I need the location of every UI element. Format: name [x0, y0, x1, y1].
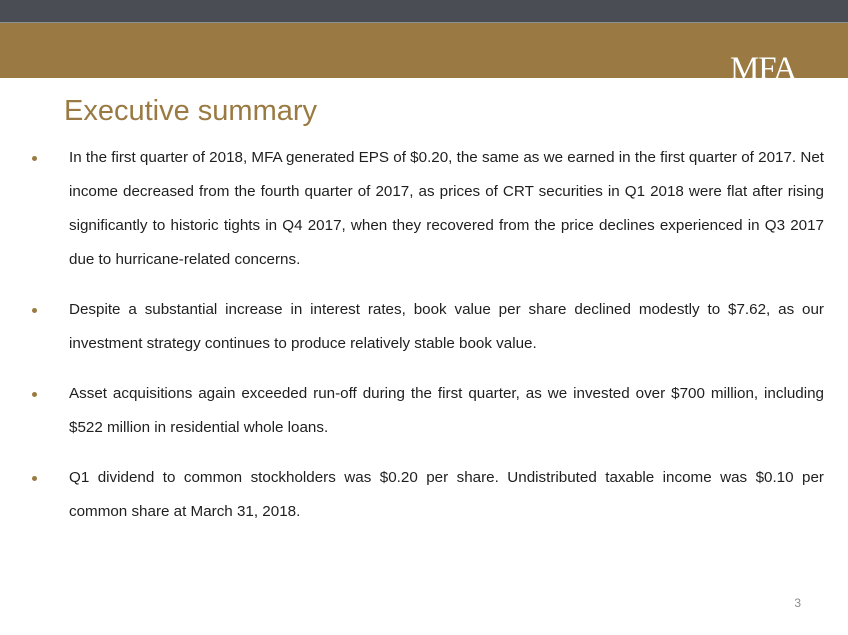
company-logo: [698, 53, 828, 95]
summary-bullet-list: [28, 141, 824, 545]
bullet-text: Q1 dividend to common stockholders was $0.20 per share. Undistributed taxable income was $0.10 per common share at March 31, 2018.: [69, 469, 824, 520]
bullet-item-eps: [28, 141, 824, 277]
page-number: 3: [794, 596, 801, 610]
header-top-bar: [0, 0, 848, 22]
bullet-item-dividend: [28, 461, 824, 529]
bullet-item-acquisitions: [28, 377, 824, 445]
bullet-marker-icon: [32, 476, 37, 481]
bullet-text: In the first quarter of 2018, MFA generated EPS of $0.20, the same as we earned in the first quarter of 2017. Net income decreased from the fourth quarter of 2017, as prices of CRT securities in Q1 2018 were flat after rising significantly to historic tights in Q4 2017, when they recovered from the price declines experienced in Q3 2017 due to hurricane-related concerns.: [69, 149, 824, 268]
header-band: [0, 23, 848, 94]
logo-mark: MFA: [729, 51, 797, 87]
bullet-text: Despite a substantial increase in interest rates, book value per share declined modestly to $7.62, as our investment strategy continues to produce relatively stable book value.: [69, 301, 824, 352]
bullet-item-book-value: [28, 293, 824, 361]
bullet-marker-icon: [32, 156, 37, 161]
logo-subtext: FINANCIAL, INC.: [721, 85, 805, 94]
slide-title: Executive summary: [64, 95, 318, 127]
bullet-marker-icon: [32, 308, 37, 313]
bullet-marker-icon: [32, 392, 37, 397]
bullet-text: Asset acquisitions again exceeded run-off during the first quarter, as we invested over $700 million, including $522 million in residential whole loans.: [69, 385, 824, 436]
